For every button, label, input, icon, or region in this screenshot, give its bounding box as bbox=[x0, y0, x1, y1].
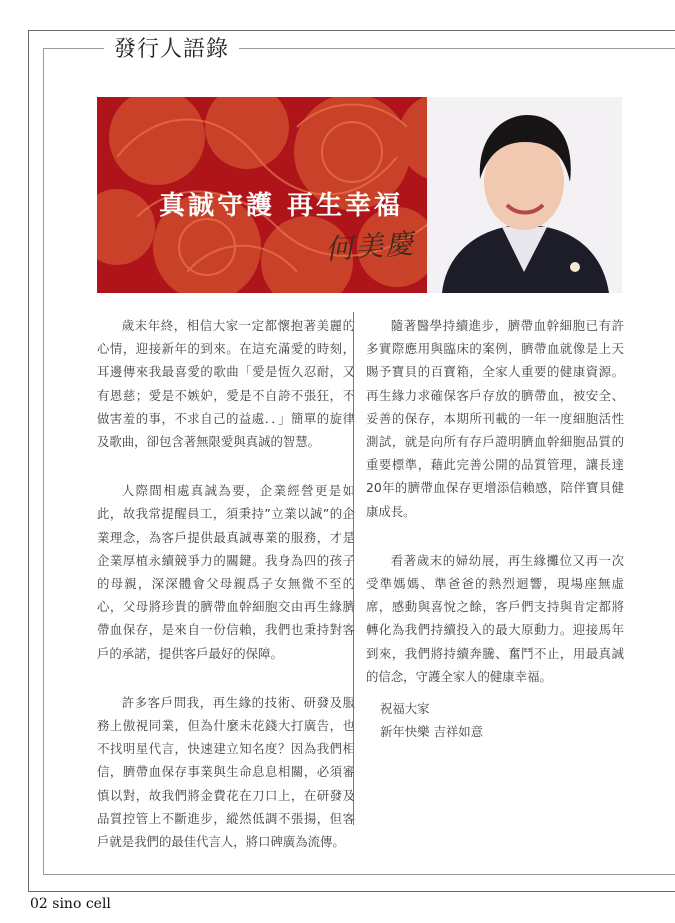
closing-greeting bbox=[380, 697, 483, 743]
publisher-signature: 何美慶 bbox=[324, 226, 417, 267]
paragraph: 許多客戶問我，再生緣的技術、研發及服務上傲視同業，但為什麼未花錢大打廣告，也不找明星代言，快速建立知名度？因為我們相信，臍帶血保存事業與生命息息相關，必須審慎以對，故我們將金費花在刀口上，在研發及品質控管上不斷進步，縱然低調不張揚，但客戶就是我們的最佳代言人，將口碑廣為流傳。 bbox=[97, 694, 355, 850]
paragraph: 人際間相處真誠為要，企業經營更是如此，故我常提醒員工，須秉持”立業以誠”的企業理念，為客戶提供最真誠專業的服務，才是企業厚植永續競爭力的關鍵。我身為四的孩子的母親，深深體會父母親爲子女無微不至的心，父母將珍貴的臍帶血幹細胞交由再生緣臍帶血保存，是來自一份信賴，我們也秉持對客戶的承諾，提供客戶最好的保障。 bbox=[97, 483, 355, 661]
page-folio: 02 sino cell bbox=[30, 896, 111, 912]
paragraph: 看著歲末的婦幼展，再生緣攤位又再一次受準媽媽、準爸爸的熱烈迴響，現場座無虛席，感動與喜悅之餘，客戶們支持與肯定都將轉化為我們持續投入的最大原動力。迎接馬年到來，我們將持續奔騰、奮鬥不止，用最真誠的信念，守護全家人的健康幸福。 bbox=[366, 552, 624, 684]
publisher-portrait bbox=[427, 97, 622, 293]
header-banner bbox=[97, 97, 622, 293]
paragraph: 歲末年終，相信大家一定都懷抱著美麗的心情，迎接新年的到來。在這充滿愛的時刻，耳邊傳來我最喜愛的歌曲「愛是恆久忍耐，又有恩慈；愛是不嫉妒，愛是不自誇不張狂，不做害羞的事，不求自己的益處．．」簡單的旋律及歌曲，卻包含著無限愛與真誠的智慧。 bbox=[97, 318, 355, 450]
closing-line: 新年快樂 吉祥如意 bbox=[380, 724, 484, 740]
left-column bbox=[97, 314, 355, 879]
paragraph: 隨著醫學持續進步，臍帶血幹細胞已有許多實際應用與臨床的案例，臍帶血就像是上天賜予寶貝的百寶箱，全家人重要的健康資源。再生緣力求確保客戶存放的臍帶血，被安全、妥善的保存，本期所刊載的一年一度細胞活性測試，就是向所有存戶證明臍血幹細胞品質的重要標準，藉此完善公開的品質管理，讓長達20年的臍帶血保存更增添信賴感，陪伴寶貝健康成長。 bbox=[366, 318, 624, 519]
outer-frame-top bbox=[28, 30, 675, 31]
right-column bbox=[366, 314, 624, 714]
outer-frame-bottom bbox=[28, 891, 675, 892]
banner-headline: 真誠守護 再生幸福 bbox=[159, 191, 404, 221]
outer-frame-left bbox=[28, 30, 29, 891]
column-divider bbox=[353, 312, 354, 825]
section-title: 發行人語錄 bbox=[104, 36, 239, 64]
closing-line: 祝福大家 bbox=[380, 701, 430, 716]
inner-frame-left bbox=[43, 48, 44, 874]
